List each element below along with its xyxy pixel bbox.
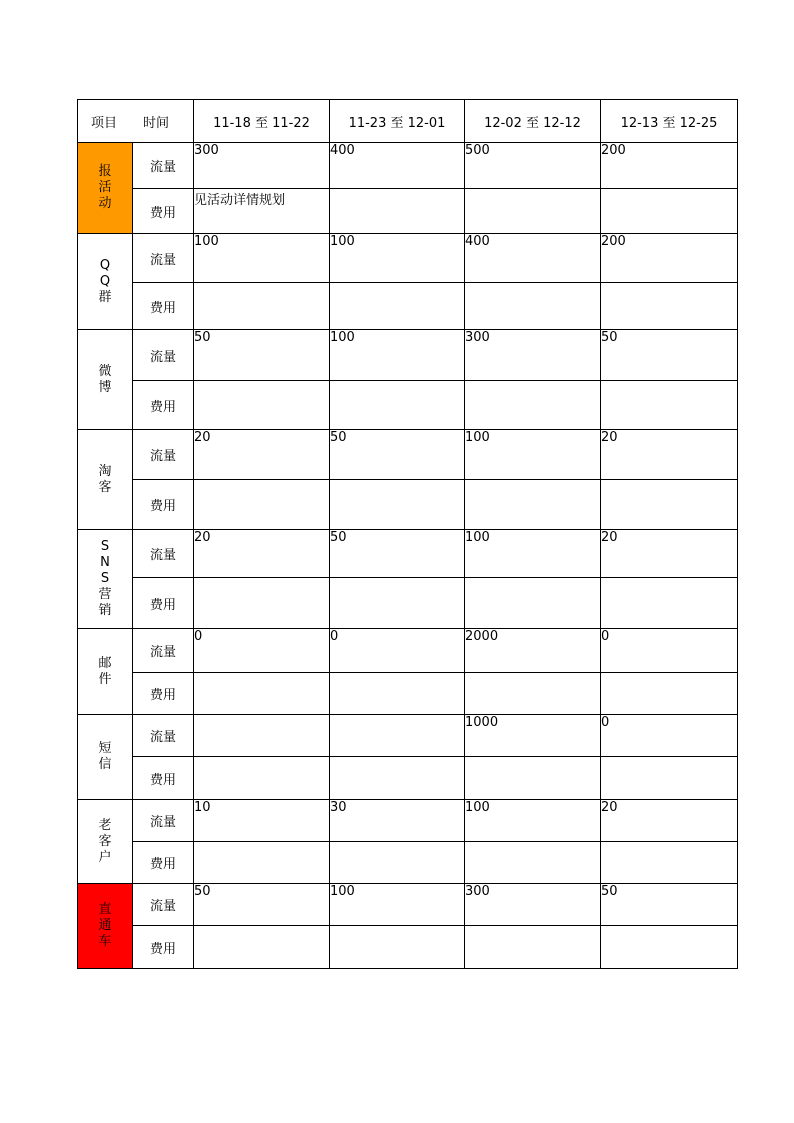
cost-value	[465, 189, 601, 234]
cost-value	[194, 926, 330, 969]
project-name: 短信	[98, 741, 112, 772]
cost-value	[465, 283, 601, 330]
project-cell	[78, 143, 133, 234]
cost-value	[194, 842, 330, 884]
cost-value	[465, 757, 601, 800]
traffic-value: 100	[330, 884, 465, 926]
traffic-label: 流量	[133, 143, 194, 189]
project-name: 淘客	[98, 463, 112, 495]
cost-value	[330, 757, 465, 800]
traffic-value: 100	[330, 234, 465, 283]
traffic-value: 30	[330, 800, 465, 842]
table-row	[78, 234, 738, 283]
cost-value	[601, 283, 738, 330]
cost-value	[465, 480, 601, 530]
traffic-value: 20	[601, 430, 738, 480]
traffic-label: 流量	[133, 530, 194, 578]
table-row	[78, 800, 738, 842]
table-row	[78, 842, 738, 884]
table-row	[78, 884, 738, 926]
cost-value	[194, 757, 330, 800]
traffic-value: 200	[601, 143, 738, 189]
traffic-value: 300	[194, 143, 330, 189]
traffic-value	[194, 715, 330, 757]
project-cell	[78, 629, 133, 715]
table-row	[78, 143, 738, 189]
cost-value	[194, 673, 330, 715]
cost-value	[330, 926, 465, 969]
project-name: 老客户	[98, 817, 112, 865]
traffic-value: 50	[194, 884, 330, 926]
traffic-value	[330, 715, 465, 757]
traffic-value: 300	[465, 884, 601, 926]
traffic-label: 流量	[133, 234, 194, 283]
project-cell	[78, 530, 133, 629]
cost-label: 费用	[133, 757, 194, 800]
cost-value	[330, 673, 465, 715]
table-row	[78, 480, 738, 530]
traffic-label: 流量	[133, 800, 194, 842]
project-cell	[78, 430, 133, 530]
traffic-value: 50	[601, 330, 738, 381]
project-cell	[78, 884, 133, 969]
traffic-label: 流量	[133, 330, 194, 381]
header-row	[78, 100, 738, 143]
cost-value	[465, 381, 601, 430]
traffic-value: 20	[601, 530, 738, 578]
table-row	[78, 673, 738, 715]
table-row	[78, 283, 738, 330]
traffic-value: 10	[194, 800, 330, 842]
traffic-value: 100	[465, 530, 601, 578]
table-row	[78, 757, 738, 800]
cost-value	[465, 578, 601, 629]
traffic-label: 流量	[133, 430, 194, 480]
cost-value	[465, 842, 601, 884]
period-header: 12-13 至 12-25	[601, 100, 738, 143]
traffic-label: 流量	[133, 715, 194, 757]
project-cell	[78, 800, 133, 884]
traffic-value: 100	[465, 430, 601, 480]
project-cell	[78, 715, 133, 800]
traffic-label: 流量	[133, 629, 194, 673]
table-row	[78, 530, 738, 578]
cost-value	[601, 673, 738, 715]
cost-value	[194, 381, 330, 430]
time-header: 时间	[143, 115, 170, 131]
cost-label: 费用	[133, 578, 194, 629]
traffic-value: 300	[465, 330, 601, 381]
cost-value	[601, 480, 738, 530]
traffic-value: 0	[601, 715, 738, 757]
table-row	[78, 189, 738, 234]
cost-value	[601, 926, 738, 969]
cost-value: 见活动详情规划	[194, 189, 330, 234]
traffic-value: 100	[330, 330, 465, 381]
project-cell	[78, 234, 133, 330]
table-row	[78, 330, 738, 381]
project-name: 邮件	[98, 655, 112, 687]
promotion-plan-table	[77, 99, 738, 969]
table-row	[78, 629, 738, 673]
cost-value	[601, 381, 738, 430]
item-header: 项目	[91, 115, 118, 131]
traffic-value: 50	[330, 430, 465, 480]
table-row	[78, 381, 738, 430]
cost-value	[330, 578, 465, 629]
traffic-value: 200	[601, 234, 738, 283]
cost-value	[194, 578, 330, 629]
cost-value	[330, 283, 465, 330]
cost-value	[194, 283, 330, 330]
cost-value	[601, 757, 738, 800]
project-cell	[78, 330, 133, 430]
cost-value	[330, 480, 465, 530]
cost-value	[330, 842, 465, 884]
period-header: 12-02 至 12-12	[465, 100, 601, 143]
traffic-value: 500	[465, 143, 601, 189]
traffic-value: 1000	[465, 715, 601, 757]
cost-value	[601, 578, 738, 629]
traffic-value: 100	[465, 800, 601, 842]
project-name: SNS营销	[98, 539, 112, 618]
cost-value	[330, 381, 465, 430]
period-header: 11-18 至 11-22	[194, 100, 330, 143]
traffic-value: 20	[194, 430, 330, 480]
cost-value	[601, 842, 738, 884]
cost-value	[601, 189, 738, 234]
cost-value	[465, 926, 601, 969]
table-row	[78, 430, 738, 480]
traffic-value: 2000	[465, 629, 601, 673]
header-corner-cell	[78, 100, 194, 143]
traffic-value: 0	[330, 629, 465, 673]
traffic-value: 400	[465, 234, 601, 283]
project-name: 直通车	[98, 902, 112, 949]
table-row	[78, 578, 738, 629]
traffic-value: 20	[194, 530, 330, 578]
project-name: 微博	[98, 363, 112, 395]
cost-value	[330, 189, 465, 234]
traffic-label: 流量	[133, 884, 194, 926]
cost-label: 费用	[133, 842, 194, 884]
traffic-value: 50	[601, 884, 738, 926]
traffic-value: 100	[194, 234, 330, 283]
traffic-value: 50	[194, 330, 330, 381]
cost-value	[194, 480, 330, 530]
project-name: 报活动	[98, 164, 112, 211]
cost-label: 费用	[133, 283, 194, 330]
cost-value	[465, 673, 601, 715]
traffic-value: 0	[601, 629, 738, 673]
cost-label: 费用	[133, 189, 194, 234]
traffic-value: 20	[601, 800, 738, 842]
traffic-value: 0	[194, 629, 330, 673]
cost-label: 费用	[133, 673, 194, 715]
cost-label: 费用	[133, 926, 194, 969]
cost-label: 费用	[133, 381, 194, 430]
traffic-value: 50	[330, 530, 465, 578]
traffic-value: 400	[330, 143, 465, 189]
table-row	[78, 715, 738, 757]
project-name: QQ群	[98, 257, 112, 305]
cost-label: 费用	[133, 480, 194, 530]
period-header: 11-23 至 12-01	[330, 100, 465, 143]
table-row	[78, 926, 738, 969]
